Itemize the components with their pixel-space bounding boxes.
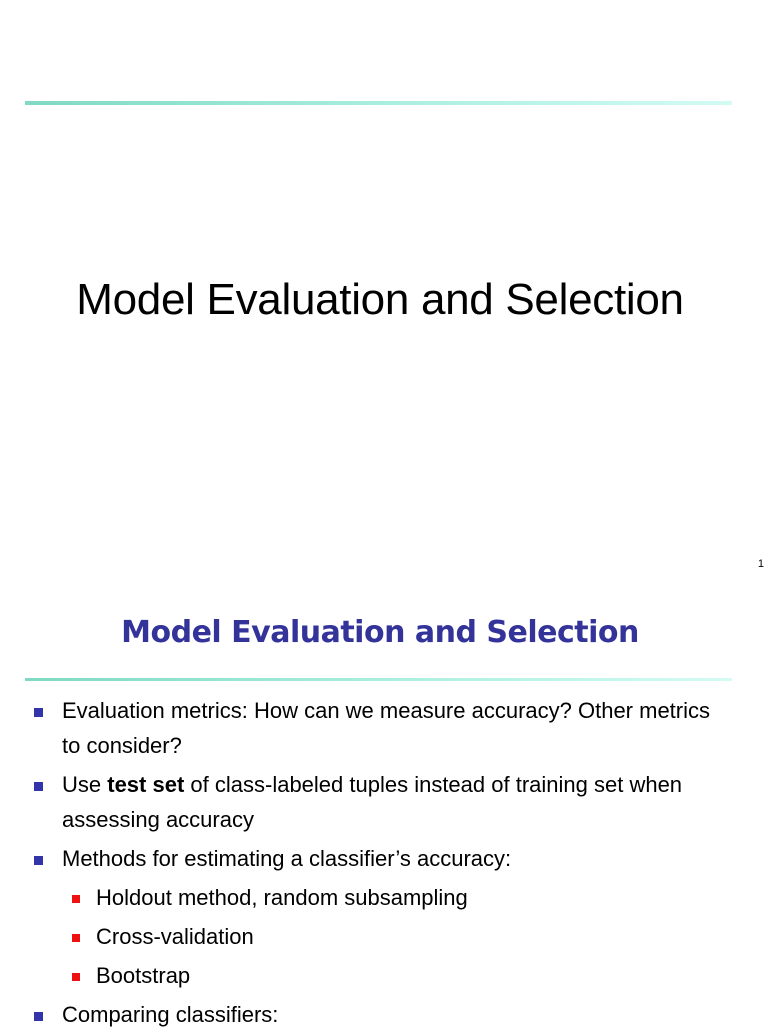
heading-divider-line: [25, 678, 732, 681]
square-bullet-icon: [34, 856, 43, 865]
square-bullet-icon: [34, 1012, 43, 1021]
bullet-item: [0, 997, 768, 1032]
bullet-text: Evaluation metrics: How can we measure accuracy? Other metrics to consider?: [62, 698, 711, 758]
sub-bullet-item: [0, 880, 768, 915]
bullet-text-prefix: Use: [62, 772, 108, 797]
page-number: 1: [757, 558, 764, 570]
top-divider-line: [25, 101, 732, 105]
bullet-text-suffix: of class-labeled tuples instead of training set when assessing accuracy: [62, 772, 683, 832]
red-square-bullet-icon: [72, 895, 80, 903]
bullet-text: Methods for estimating a classifier’s accuracy:: [62, 846, 512, 871]
red-square-bullet-icon: [72, 973, 80, 981]
sub-bullet-text: Cross-validation: [96, 924, 254, 949]
sub-bullet-text: Holdout method, random subsampling: [96, 885, 468, 910]
sub-bullet-item: [0, 919, 768, 954]
slide-heading: Model Evaluation and Selection: [121, 615, 639, 650]
bullet-list: [0, 693, 768, 1036]
bullet-item: [0, 693, 768, 763]
bullet-text: Comparing classifiers:: [62, 1002, 279, 1027]
slide-title: Model Evaluation and Selection: [76, 275, 684, 324]
bullet-text-bold: test set: [107, 772, 185, 797]
bullet-item: [0, 841, 768, 876]
bullet-item: [0, 767, 768, 837]
sub-bullet-text: Bootstrap: [96, 963, 191, 988]
slide-2: [0, 585, 768, 1027]
red-square-bullet-icon: [72, 934, 80, 942]
sub-bullet-item: [0, 958, 768, 993]
square-bullet-icon: [34, 708, 43, 717]
square-bullet-icon: [34, 782, 43, 791]
